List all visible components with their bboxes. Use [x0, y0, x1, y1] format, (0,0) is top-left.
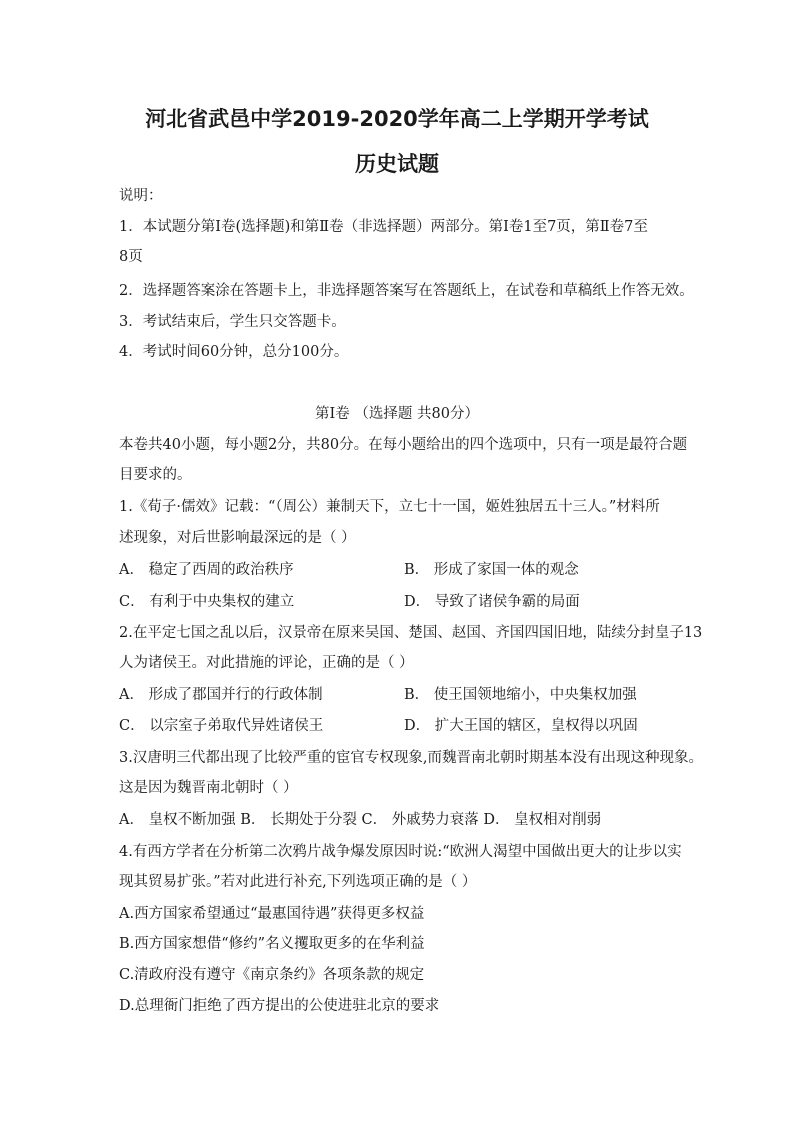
question-3-stem: 这是因为魏晋南北朝时（ ） [119, 780, 298, 796]
section-heading: 第Ⅰ卷 （选择题 共80分） [315, 406, 479, 422]
question-4-stem: 现其贸易扩张。”若对此进行补充,下列选项正确的是（ ） [119, 874, 477, 890]
question-2-option-c: C． 以宗室子弟取代异姓诸侯王 [119, 718, 324, 734]
question-4-stem: 4.有西方学者在分析第二次鸦片战争爆发原因时说:“欧洲人渴望中国做出更大的让步以实 [119, 844, 682, 860]
question-3-stem: 3.汉唐明三代都出现了比较严重的宦官专权现象,而魏晋南北朝时期基本没有出现这种现象。 [119, 750, 703, 766]
instruction-item: 1．本试题分第Ⅰ卷(选择题)和第Ⅱ卷（非选择题）两部分。第Ⅰ卷1至7页，第Ⅱ卷7至 [119, 219, 648, 235]
question-1-option-b: B． 形成了家国一体的观念 [404, 562, 579, 578]
instruction-item: 4．考试时间60分钟，总分100分。 [119, 344, 349, 360]
instruction-item: 3．考试结束后，学生只交答题卡。 [119, 314, 346, 330]
question-1-stem: 1.《荀子·儒效》记载：“（周公）兼制天下，立七十一国，姬姓独居五十三人。”材料所 [119, 499, 660, 515]
question-4-option-a: A.西方国家希望通过“最惠国待遇”获得更多权益 [119, 906, 425, 922]
question-4-option-c: C.清政府没有遵守《南京条约》各项条款的规定 [119, 967, 425, 983]
question-2-stem: 2.在平定七国之乱以后，汉景帝在原来吴国、楚国、赵国、齐国四国旧地，陆续分封皇子13 [119, 625, 703, 641]
instruction-item: 8页 [119, 249, 143, 265]
question-1-option-c: C． 有利于中央集权的建立 [119, 594, 295, 610]
question-1-stem: 述现象，对后世影响最深远的是（ ） [119, 530, 356, 546]
instructions-label: 说明： [119, 188, 163, 204]
question-3-options: A． 皇权不断加强 B． 长期处于分裂 C． 外戚势力衰落 D． 皇权相对削弱 [119, 812, 602, 828]
question-2-stem: 人为诸侯王。对此措施的评论，正确的是（ ） [119, 655, 414, 671]
question-2-option-d: D． 扩大王国的辖区，皇权得以巩固 [404, 718, 638, 734]
question-2-option-b: B． 使王国领地缩小，中央集权加强 [404, 687, 637, 703]
question-1-option-d: D． 导致了诸侯争霸的局面 [404, 594, 580, 610]
exam-subtitle: 历史试题 [355, 152, 439, 176]
exam-title: 河北省武邑中学2019-2020学年高二上学期开学考试 [145, 107, 649, 131]
question-4-option-b: B.西方国家想借“修约”名义攫取更多的在华利益 [119, 936, 425, 952]
instruction-item: 2．选择题答案涂在答题卡上，非选择题答案写在答题纸上，在试卷和草稿纸上作答无效。 [119, 283, 694, 299]
section-intro: 本卷共40小题，每小题2分，共80分。在每小题给出的四个选项中，只有一项是最符合题 [119, 437, 688, 453]
question-1-option-a: A． 稳定了西周的政治秩序 [119, 562, 294, 578]
question-2-option-a: A． 形成了郡国并行的行政体制 [119, 687, 323, 703]
question-4-option-d: D.总理衙门拒绝了西方提出的公使进驻北京的要求 [119, 998, 440, 1014]
section-intro: 目要求的。 [119, 467, 192, 483]
